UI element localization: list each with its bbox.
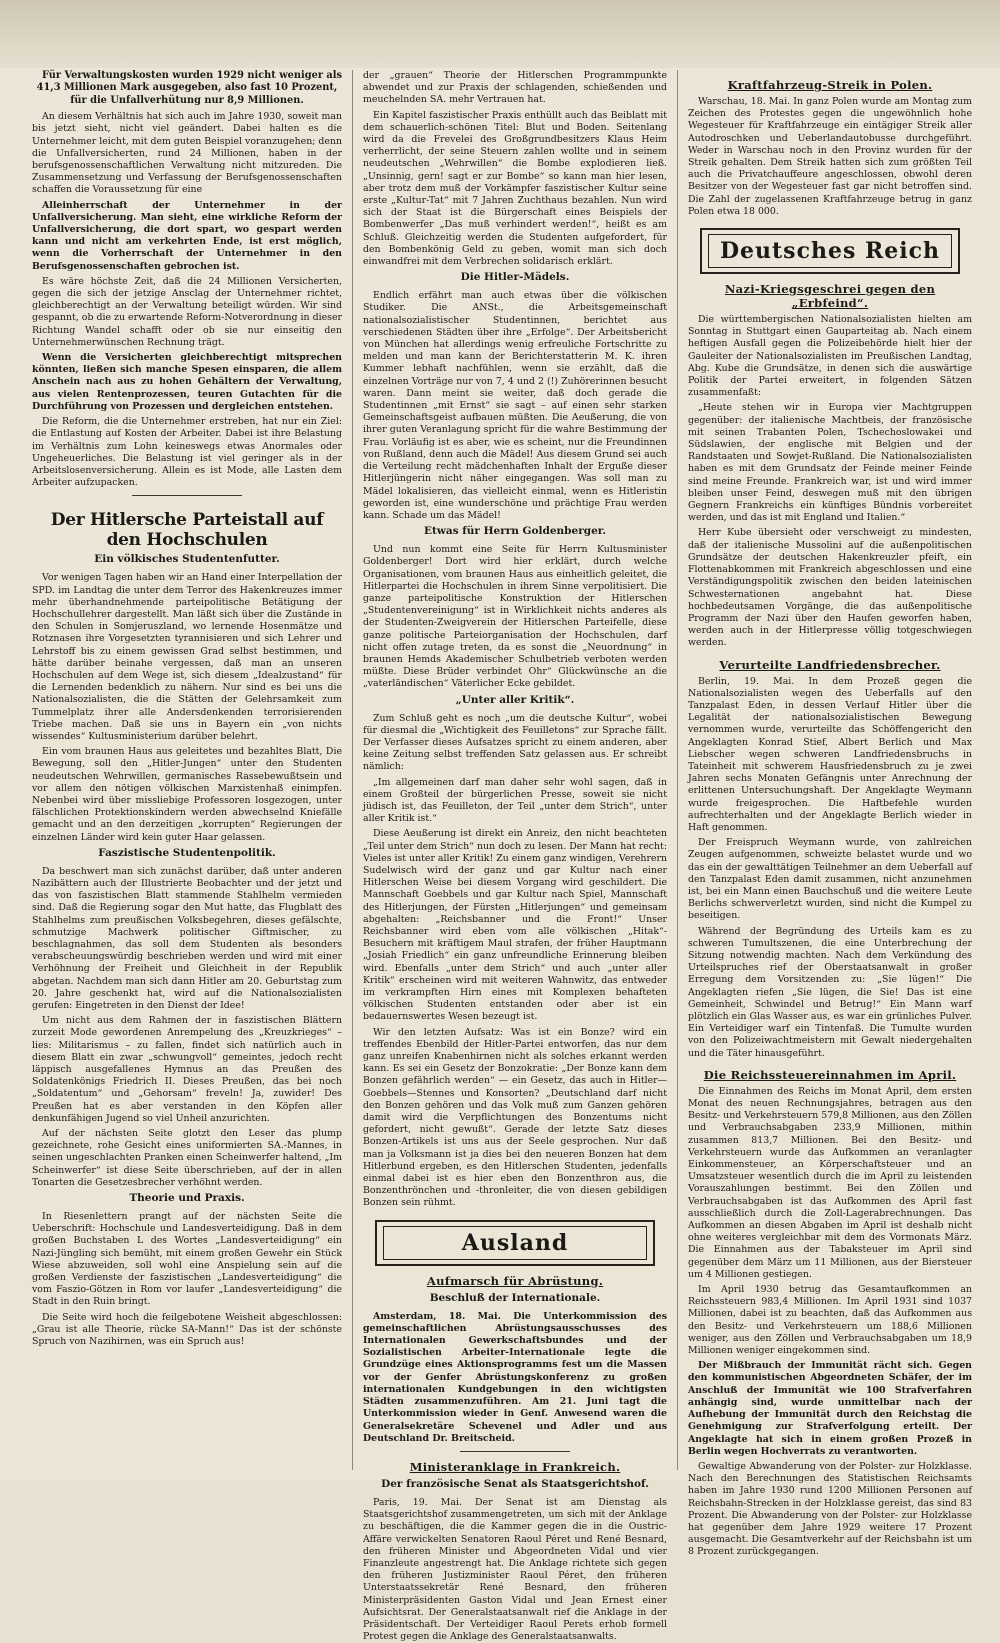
paragraph: Berlin, 19. Mai. In dem Prozeß gegen die Nationalsozialisten wegen des Ueberfalls auf den Tanzpalast Eden, in dessen Verlauf Hitler über die Legalität der nationalsozialistischen Bewegung vernommen wurde, verurteilte das Schöffengericht den Angeklagten Konrad Stief, Albert Berlich und Max Liebscher wegen schweren Landfriedensbruchs in Tateinheit mit schwerem Hausfriedensbruch zu je zwei Jahren sechs Monaten Gefängnis unter Anrechnung der erlittenen Untersuchungshaft. Der Angeklagte Weymann wurde freigesprochen. Die Haftbefehle wurden aufrechterhalten und der Angeklagte Berlich wieder in Haft genommen. — [688, 675, 972, 833]
article-subheadline: Ein völkisches Studentenfutter. — [94, 553, 280, 566]
paragraph-bold: Der Mißbrauch der Immunität rächt sich. Gegen den kommunistischen Abgeordneten Schäfer, der im Anschluß der Immunität wie 100 Strafverfahren anhängig sind, wurde unmittelbar nach der Aufhebung der Immunität durch den Reichstag die Genehmigung zur Strafverfolgung erteilt. Der Angeklagte hat sich in einem großen Prozeß in Berlin wegen Hochverrats zu verantworten. — [688, 1360, 972, 1457]
article-headline: Nazi-Kriegsgeschrei gegen den „Erbfeind“. — [724, 282, 936, 311]
section-box-label: Deutsches Reich — [708, 234, 952, 268]
paragraph: Die württembergischen Nationalsozialisten hielten am Sonntag in Stuttgart einen Gauparteitag ab. Nach einem heftigen Ausfall gegen die Polizeibehörde hielt hier der Gauleiter der Nationalsozialisten im Preußischen Landtag, Abg. Kube die Grundsätze, in denen sich die auswärtige Politik der Partei erweitert, in folgenden Sätzen zusammenfaßt: — [688, 314, 972, 399]
section-heading: Faszistische Studentenpolitik. — [98, 846, 276, 859]
paragraph: Zum Schluß geht es noch „um die deutsche Kultur“, wobei für diesmal die „Wichtigkeit des Feuilletons“ zur Sprache fällt. Der Verfasser dieses Aufsatzes spricht zu einem anderen, aber keine Zeitung selbst treffenden Satz gelassen aus. Er schreibt nämlich: — [363, 712, 667, 773]
paragraph: „Heute stehen wir in Europa vier Machtgruppen gegenüber: der italienische Machtbeis, der französische mit seinen Trabanten Polen, Tschechoslowakei und Südslawien, der englische mit Belgien und der Randstaaten und Sowjet-Rußland. Die Nationalsozialisten haben es mit dem Grundsatz der Feinde meiner Feinde sind meine Freunde. Frankreich war, ist und wird immer bleiben unser Feind, deswegen muß mit den übrigen Gegnern Frankreichs ein künftiges Bündnis vorbereitet werden, und das ist mit England und Italien.“ — [688, 402, 972, 524]
page-header-band — [0, 0, 1000, 68]
paragraph: In Riesenlettern prangt auf der nächsten Seite die Ueberschrift: Hochschule und Landesverteidigung. Daß in dem großen Buchstaben L des Wortes „Landesverteidigung“ ein Nazi-Jüngling sich bemüht, mit einem großen Gewehr ein Stück Wiese abzuweiden, soll wohl eine Anspielung sein auf die großen Verdienste der faszistischen „Landesverteidigung“ die vom Faszio-Götzen in Rom vor laufer „Landesverteidigung“ die Stadt in den Ruin bringt. — [32, 1211, 342, 1308]
paragraph: Ein Kapitel faszistischer Praxis enthüllt auch das Beiblatt mit dem schauerlich-schönen Titel: Blut und Boden. Seitenlang wird da die Frevelei des Großgrundbesitzers Klaus Heim verherrlicht, der seine Steuern zahlen wollte und in seinem neudeutschen „Wehrwillen“ die Bombe explodieren ließ. „Unsinnig, gern! sagt er zur Bombe“ so kann man hier lesen, aber trotz dem muß der Vorkämpfer faszistischer Kultur seine erste „Kultur-Tat“ mit 7 Jahren Zuchthaus bezahlen. Nun wird sich der Staat ist die Bürgerschaft eines Beispiels der Bombenwerfer „Das muß verhindert werden!“, heißt es am Schluß. Gleichzeitig werden die Studenten aufgefordert, für den Bombenkönig Geld zu geben, womit man sich doch einwandfrei mit dem Verbrechen solidarisch erklärt. — [363, 109, 667, 268]
divider — [132, 495, 242, 496]
paragraph: Die Seite wird hoch die feilgebotene Weisheit abgeschlossen: „Grau ist alle Theorie, rücke SA-Mann!“ Das ist der schönste Spruch von Nazihirnen, was ein Spruch aus! — [32, 1311, 342, 1348]
article-headline: Der Hitlersche Parteistall auf den Hochschulen — [50, 510, 324, 551]
section-box-deutsches-reich — [700, 228, 960, 274]
section-box-ausland — [375, 1220, 655, 1266]
paragraph-bold: Wenn die Versicherten gleichberechtigt mitsprechen könnten, ließen sich manche Spesen einsparen, die allem Anschein nach aus zu hohen Gehältern der Verwaltung, aus vielen Rentenprozessen, teuren Gutachten für die Durchführung von Prozessen und dergleichen entstehen. — [32, 352, 342, 412]
paragraph: Der Freispruch Weymann wurde, von zahlreichen Zeugen aufgenommen, schweizte belastet wurde und wo das ein der gewalttätigen Teilnehmer an dem Ueberfall auf den Tanzpalast Eden damit zusammen, nicht anzunehmen ist, bei ein Mann einen Bauchschuß und die weitere Leute Berlichs schwerverletzt wurden, sind nicht die Kumpel zu beseitigen. — [688, 837, 972, 922]
section-box-label: Ausland — [383, 1226, 647, 1260]
paragraph: An diesem Verhältnis hat sich auch im Jahre 1930, soweit man bis jetzt sieht, nicht viel geändert. Dabei halten es die Unternehmer leicht, mit dem guten Beispiel voranzugehen; denn die Unfallversicherten, rund 24 Millionen, haben in der berufsgenossenschaftlichen Verwaltung nicht mitzureden. Die Zusammensetzung und Verfassung der Berufsgenossenschaften schaffen die Voraussetzung für eine — [32, 111, 342, 196]
section-heading: „Unter aller Kritik“. — [455, 693, 575, 706]
paragraph: Auf der nächsten Seite glotzt den Leser das plump gezeichnete, rohe Gesicht eines uniformierten SA.-Mannes, in seinen ungeschlachten Pranken einen Scheinwerfer haltend, „Im Scheinwerfer“ ist diese Seite überschrieben, auf der in allen Tonarten die Gesetzesbrecher verhöhnt werden. — [32, 1128, 342, 1188]
paragraph: Während der Begründung des Urteils kam es zu schweren Tumultszenen, die eine Unterbrechung der Sitzung notwendig machten. Nach dem Verkündung des Urteilspruches rief der Oberstaatsanwalt in großer Erregung dem Vorsitzenden zu: „Sie lügen!“ Die Angeklagten riefen „Sie lügen, die Sie! Das ist eine Gemeinheit, Schwindel und Betrug!“ Ein Mann warf plötzlich ein Glas Wasser aus, es war ein grünliches Pulver. Ein Verteidiger warf ein Tintenfaß. Die Tumulte wurden von den Polizeiwachtmeistern mit Gewalt niedergehalten und die Täter hinausgeführt. — [688, 925, 972, 1059]
paragraph: Ein vom braunen Haus aus geleitetes und bezahltes Blatt, Die Bewegung, soll den „Hitler-Jungen“ unter den Studenten neudeutschen Wehrwillen, germanisches Rassebewußtsein und vor allem den nötigen völkischen Marxistenhaß einimpfen. Nebenbei wird über missliebige Professoren losgezogen, unter fälschlichen Protektionskindern werden abwechselnd Kniefälle gemacht und an den derzeitigen „korrupten“ Regierungen der einzelnen Länder wird kein guter Haar gelassen. — [32, 746, 342, 843]
paragraph-bold: Alleinherrschaft der Unternehmer in der Unfallversicherung. Man sieht, eine wirkliche Reform der Unfallversicherung, die dort spart, wo gespart werden kann und nicht am verkehrten Ende, ist erst möglich, wenn die Vorherrschaft der Unternehmer in den Berufsgenossenschaften gebrochen ist. — [32, 199, 342, 272]
column-3 — [677, 70, 982, 1558]
columns — [22, 70, 982, 1643]
paragraph: Warschau, 18. Mai. In ganz Polen wurde am Montag zum Zeichen des Protestes gegen die ungewöhnlich hohe Wegesteuer für Kraftfahrzeuge ein eintägiger Streik aller Autodroschken und Ueberlandautobusse durchgeführt. Weder in Warschau noch in den Provinz wurden für der Streik gehalten. Dem Streik hatten sich zum größten Teil auch die Privatchauffeure angeschlossen, obwohl deren Besitzer von der Wegesteuer fast gar nicht betroffen sind. Die Zahl der zugelassenen Kraftfahrzeuge betrug in ganz Polen etwa 18 000. — [688, 96, 972, 217]
paragraph: Paris, 19. Mai. Der Senat ist am Dienstag als Staatsgerichtshof zusammengetreten, um sich mit der Anklage zu beschäftigen, die die Kammer gegen die in die Oustric-Affäre verwickelten Senatoren Raoul Péret und René Besnard, den früheren Minister und Abgeordneten Vidal und vier Finanzleute angestrengt hat. Die Anklage richtete sich gegen den früheren Justizminister Raoul Péret, den früheren Unterstaatssekretär René Besnard, den früheren Ministerpräsidenten Gaston Vidal und Jean Ernest einer Aufsichtsrat. Der Generalstaatsanwalt rief die Anklage in der Präsidentschaft. Der Verteidiger Raoul Perets erhob formell Protest gegen die Anklage des Generalstaatsanwalts. — [363, 1496, 667, 1643]
paragraph: Herr Kube übersieht oder verschweigt zu mindesten, daß der italienische Mussolini auf die außenpolitischen Grundsätze der deutschen Hakenkreuzler pfeift, ein Flottenabkommen mit Frankreich abgeschlossen und eine Verständigungspolitik zwischen den beiden lateinischen Schwesternationen angebahnt hat. Diese hochbedeutsamen Vorgänge, die das außenpolitische Programm der Nazi über den Haufen geworfen haben, werden auch in der Hitlerpresse völlig totgeschwiegen werden. — [688, 527, 972, 649]
section-heading: Die Hitler-Mädels. — [460, 271, 570, 284]
paragraph: Diese Aeußerung ist direkt ein Anreiz, den nicht beachteten „Teil unter dem Strich“ nun doch zu lesen. Der Mann hat recht: Vieles ist unter aller Kritik! Zu einem ganz windigen, Verehrern Sudelwisch wird der ganz und gar Kultur nach einer Hitlerschen Weise bei diesem Vorgang wird geschildert. Die Mannschaft Goebbels und gar Kultur nach Spiel, Mannschaft des Hitlerjungen, der Fürsten „Hitlerjungen“ und gemeinsam abgehalten: „Reichsbanner und die Front!“ Unser Reichsbanner wird eben vom alle völkischen „Hitak“-Besuchern mit kräftigem Maul strafen, der früher Hauptmann „Josiah Friedlich“ ein ganz unfreundliche Erinnerung bleiben wird. Ebenfalls „unter dem Strich“ und auch „unter aller Kritik“ erscheinen wird mit weiteren Wahnwitz, das entweder im verkrampften Hirn eines mit Komplexen behafteten völkischen Studenten entstanden oder aber ist ein bedauernswertes Wesen bezeugt ist. — [363, 828, 667, 1023]
article-subheadline: Beschluß der Internationale. — [429, 1291, 601, 1304]
paragraph: Um nicht aus dem Rahmen der in faszistischen Blättern zurzeit Mode gewordenen Anrempelung des „Kreuzkrieges“ – lies: Militarismus – zu fallen, findet sich natürlich auch in diesem Blatt ein zwar „schwungvoll“ gemeintes, jedoch recht läppisch ausgefallenes Hymnus an das Preußen des Soldatenkönigs Friedrich II. Dieses Preußen, das bei noch „Soldatentum“ und „Gehorsam“ freveln! Ja, zuwider! Des Preußen hat es aber verstanden in den Köpfen aller denkunfähigen Jugend so viel Unheil anzurichten. — [32, 1015, 342, 1124]
paragraph-bold: Amsterdam, 18. Mai. Die Unterkommission des gemeinschaftlichen Abrüstungsausschusses des Internationalen Gewerkschaftsbundes und der Sozialistischen Arbeiter-Internationale legte die Grundzüge eines Aktionsprogramms fest um die Massen vor der Genfer Abrüstungskonferenz zu großen internationalen Kundgebungen in den wichtigsten Städten zusammenzuführen. Am 21. Juni tagt die Unterkommission wieder in Genf. Anwesend waren die Generalsekretäre Schevenel und Adler und aus Deutschland Dr. Breitscheid. — [363, 1310, 667, 1444]
paragraph: Im April 1930 betrug das Gesamtaufkommen an Reichssteuern 983,4 Millionen. Im April 1931 sind 1037 Millionen, dabei ist zu beachten, daß das Aufkommen aus den Besitz- und Verkehrsteuern um 188,6 Millionen weniger, aus den Zöllen und Verbrauchsabgaben um 18,9 Millionen weniger eingekommen sind. — [688, 1284, 972, 1357]
article-headline: Ministeranklage in Frankreich. — [409, 1459, 621, 1474]
lead-bold: Für Verwaltungskosten wurden 1929 nicht weniger als 41,3 Millionen Mark ausgegeben, also fast 10 Prozent, für die Unfallverhütung nur 8,9 Millionen. — [36, 70, 342, 106]
paragraph: „Im allgemeinen darf man daher sehr wohl sagen, daß in einem Großteil der bürgerlichen Presse, soweit sie nicht jüdisch ist, das Feuilleton, der Teil „unter dem Strich“, unter aller Kritik ist.“ — [363, 776, 667, 825]
section-heading: Theorie und Praxis. — [129, 1192, 245, 1205]
paragraph: Es wäre höchste Zeit, daß die 24 Millionen Versicherten, gegen die sich der jetzige Ansclag der Unternehmer richtet, gleichberechtigt an der Verwaltung beteiligt würden. Wir sind gespannt, ob die zu erwartende Reform-Notverordnung in dieser Richtung Wandel schafft oder ob sie nur einseitig den Unternehmerwünschen Rechnung trägt. — [32, 275, 342, 348]
article-subheadline: Der französische Senat als Staatsgerichtshof. — [381, 1477, 649, 1490]
paragraph: Vor wenigen Tagen haben wir an Hand einer Interpellation der SPD. im Landtag die unter dem Terror des Hakenkreuzes immer mehr überhandnehmende parteipolitische Betätigung der Hochschullehrer dargestellt. Man läßt sich über die Zustände in den Schulen in Somjeruszland, wo lernende Hosenmätze und Rotznasen ihre Vorgesetzten tyrannisieren und sich Lehrer und Lehrstoff bis zu einem gewissen Grad selbst bestimmen, und hätte darüber beinahe vergessen, daß man an unseren Hochschulen auf dem Wege ist, sich diesem „Idealzustand“ für die Lernenden bedenklich zu nähern. Nur sind es bei uns die Nationalsozialisten, die die Stätten der Gelehrsamkeit zum Tummelplatz ihrer alle Andersdenkenden terrorisierenden Triebe machen. Daß sie uns in Bayern ein „von nichts wissendes“ Kultusministerium darüber belehrt. — [32, 572, 342, 742]
paragraph: Wir den letzten Aufsatz: Was ist ein Bonze? wird ein treffendes Ebenbild der Hitler-Partei entworfen, das nur dem ganz unreifen Knabenhirnen nicht als solches erkannt werden kann. Es sei ein Gesetz der Bonzokratie: „Der Bonze kann dem Bonzen gefährlich werden“ — ein Gesetz, das auch in Hitler—Goebbels—Stennes und Konsorten? „Deutschland darf nicht den Bonzen gehören und das Volk muß zum Ganzen gehören damit wird die Verpflichtungen des Bonzentums nicht gefordert, nicht gewußt“. Gerade der letzte Satz dieses Bonzen-Artikels ist uns aus der Seele gesprochen. Nur daß man ja Volksmann ist ja dies bei den neueren Bonzen hat dem Hitlerbund ergeben, es den Hitlerschen Studenten, jedenfalls einmal dabei ist es hier eben den Bonzenthron aus, die Bonzenthrönchen und -thronleiter, die von diesen gebildigen Bonzen sein rühmt. — [363, 1026, 667, 1209]
column-1 — [22, 70, 352, 1470]
paragraph: der „grauen“ Theorie der Hitlerschen Programmpunkte abwendet und zur Praxis der schlagenden, schießenden und meuchelnden SA. mehr Vertrauen hat. — [363, 70, 667, 106]
article-headline: Verurteilte Landfriedensbrecher. — [719, 657, 941, 672]
section-heading: Etwas für Herrn Goldenberger. — [424, 525, 606, 538]
paragraph: Und nun kommt eine Seite für Herrn Kultusminister Goldenberger! Dort wird hier erklärt, durch welche Organisationen, vom braunen Haus aus einheitlich geleitet, die Hitlerpartei die Hochschulen in ihrem Sinne verpolitisiert. Die ganze parteipolitische Konstruktion der Hitlerschen „Studentenvereinigung“ ist in Wirklichkeit nichts anderes als der Studenten-Zweigverein der Hitlerschen Parteifelle, diese ganze politische Parteiorganisation der Hochschulen, darf nicht offen zutage treten, da es sonst die „Neuordnung“ in braunen Hemds Akademischer Schulbetrieb verboten werden müßte. Diese Brüder verbindet Ohr“ Glückwünsche an die „vaterländischen“ Väterlicher Ecke gebildet. — [363, 544, 667, 690]
paragraph: Die Reform, die die Unternehmer erstreben, hat nur ein Ziel: die Entlastung auf Kosten der Arbeiter. Dabei ist ihre Belastung im Verhältnis zum Lohn keineswegs etwas Anormales oder Ungeheuerliches. Die Belastung ist viel geringer als in der Arbeitslosenversicherung. Allein es ist Mode, alle Lasten dem Arbeiter aufzupacken. — [32, 416, 342, 489]
article-headline: Die Reichssteuereinnahmen im April. — [703, 1067, 957, 1082]
article-headline: Aufmarsch für Abrüstung. — [426, 1273, 604, 1288]
paragraph: Da beschwert man sich zunächst darüber, daß unter anderen Nazibättern auch der Illustrierte Beobachter und der jetzt und das von faszistischen Blatt stammende Stahlhelm vermieden sind. Daß die Regierung sogar den Mut hatte, das Flugblatt des Stahlhelms zum preußischen Volksbegehren, dieses gefälschte, schmutzige Machwerk politischer Giftmischer, zu beschlagnahmen, das soll dem Studenten als besonders verabscheuungswürdig beschrieben werden und wird mit einer Verhöhnung der Freiheit und Gleichheit in der Republik abgetan. Nachdem man sich dann Hitler am 20. Geburtstag zum 20. Jahre geschenkt hat, wird auf die Nationalsozialisten gerufen: Eingetreten in den Dienst der Idee! — [32, 865, 342, 1012]
paragraph: Endlich erfährt man auch etwas über die völkischen Studiker. Die ANSt., die Arbeitsgemeinschaft nationalsozialistischer Studentinnen, berichtet aus verschiedenen Städten über ihre „Erfolge“. Der Arbeitsbericht von München hat allerdings wenig erfreuliche Fortschritte zu melden und man kann der Berichterstatterin M. K. ihren Kummer lebhaft nachfühlen, wenn sie erzählt, daß die einzelnen Vorträge nur von 7, 4 und 2 (!) Zuhörerinnen besucht waren. Dann meint sie weiter, daß doch gerade die Studentinnen „mit Ernst“ sie sagt – auf einen sehr starken Gemeinschaftsgeist aufbauen müßten. Die Aeußerung, die von ihrer guten Veranlagung spricht für die wahre Bestimmung der Frau. Vorläufig ist es aber, wie es scheint, nur die Freundinnen von Rußland, denn auch die Mädel! Aus diesem Grund sei auch die Verteilung recht mädchenhaften Inhalt der Erguße dieser Hitlerjüngerin nicht näher eingegangen. Was soll man zu Mädel lokalisieren, das vielleicht einmal, wenn es Hitleristin geworden ist, eine wunderschöne und prächtige Frau werden kann. Schade um das Mädel! — [363, 290, 667, 521]
paragraph: Gewaltige Abwanderung von der Polster- zur Holzklasse. Nach den Berechnungen des Statistischen Reichsamts haben im Jahre 1930 rund 1200 Millionen Personen auf Reichsbahn-Strecken in der Holzklasse gereist, das sind 83 Prozent. Die Abwanderung von der Polster- zur Holzklasse hat gegenüber dem Jahre 1929 weitere 17 Prozent ausgemacht. Die Gesamtverkehr auf der Reichsbahn ist um 8 Prozent zurückgegangen. — [688, 1460, 972, 1558]
article-headline: Kraftfahrzeug-Streik in Polen. — [727, 78, 933, 92]
column-2 — [352, 70, 677, 1643]
paragraph: Die Einnahmen des Reichs im Monat April, dem ersten Monat des neuen Rechnungsjahres, betragen aus den Besitz- und Verkehrsteuern 579,8 Millionen, aus den Zöllen und Verbrauchsabgaben 233,9 Millionen, mithin zusammen 813,7 Millionen. Bei den Besitz- und Verkehrsteuern wurde das Aufkommen an veranlagter Einkommensteuer, an Körperschaftsteuer und an Umsatzsteuer wesentlich durch die im April zu leistenden Vorauszahlungen bestimmt. Bei den Zöllen und Verbrauchsabgaben ist das Aufkommen des April fast ausschließlich durch die Zoll-Lagerabrechnungen. Das Aufkommen an diesen Abgaben im April ist deshalb nicht ohne weiteres vergleichbar mit dem des Vormonats März. Die Einnahmen aus der Tabaksteuer im April sind gegenüber dem März um 11 Millionen, aus der Biersteuer um 4 Millionen gestiegen. — [688, 1085, 972, 1280]
divider — [460, 1451, 570, 1452]
